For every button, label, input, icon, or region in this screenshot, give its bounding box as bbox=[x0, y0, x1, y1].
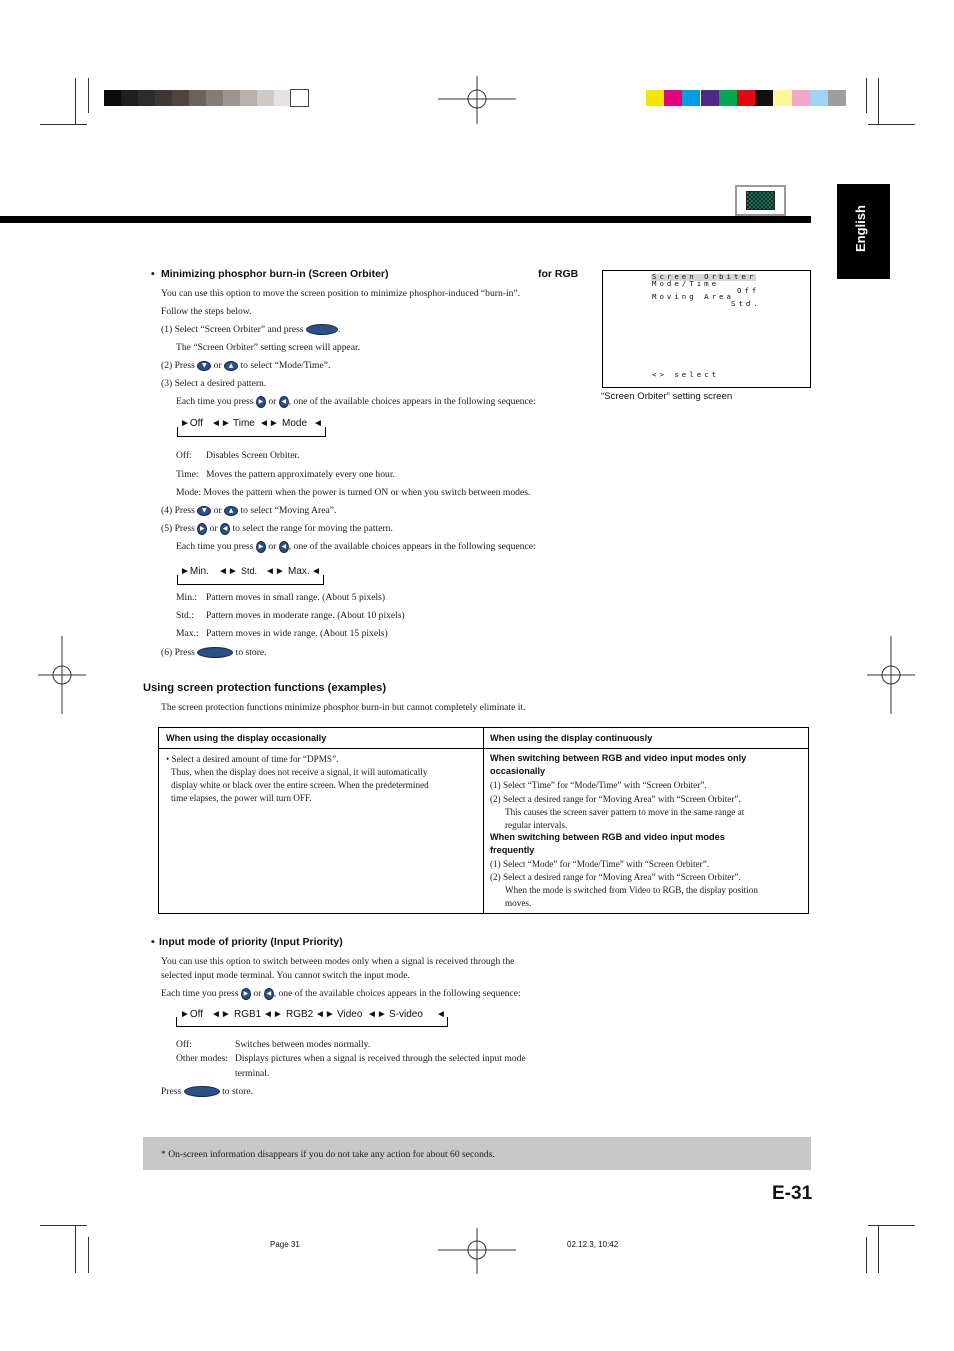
calibration-swatch bbox=[206, 90, 223, 106]
table-divider bbox=[483, 727, 484, 913]
store-instruction bbox=[161, 1086, 253, 1098]
header-rule bbox=[0, 216, 811, 223]
page-number: E-31 bbox=[772, 1183, 813, 1204]
table-cell-text: (1) Select “Mode” for “Mode/Time” with “Screen Orbiter”. bbox=[490, 859, 710, 869]
crop-mark bbox=[878, 1225, 879, 1273]
osd-row-label: Mode/Time bbox=[652, 279, 720, 288]
crop-mark bbox=[40, 1225, 87, 1226]
calibration-swatch bbox=[810, 90, 828, 106]
up-button-icon: ▲ bbox=[224, 361, 238, 371]
calibration-swatch bbox=[240, 90, 257, 106]
crop-mark bbox=[88, 78, 89, 113]
sequence-option: RGB2 bbox=[286, 1009, 314, 1020]
bullet: • bbox=[151, 268, 155, 280]
paragraph: selected input mode terminal. You cannot switch the input mode. bbox=[161, 970, 410, 981]
left-button-icon: ◀ bbox=[220, 523, 230, 535]
figure-caption: “Screen Orbiter” setting screen bbox=[601, 391, 733, 402]
sequence-arrow: ◄► bbox=[211, 418, 231, 429]
crop-mark bbox=[868, 1225, 915, 1226]
table-cell-text: (2) Select a desired range for “Moving Area” with “Screen Orbiter”. bbox=[490, 872, 741, 882]
definition-key: Min.: bbox=[176, 592, 198, 603]
section-heading-screen-orbiter: Minimizing phosphor burn-in (Screen Orbiter) bbox=[161, 268, 389, 280]
sequence-option: RGB1 bbox=[234, 1009, 262, 1020]
step-text: Press bbox=[161, 1086, 182, 1097]
enter-button-icon bbox=[184, 1086, 220, 1097]
calibration-swatch bbox=[773, 90, 791, 106]
step-1 bbox=[161, 324, 340, 336]
step-text: , one of the available choices appears in the following sequence: bbox=[288, 541, 536, 553]
osd-row-label: Moving Area bbox=[652, 292, 734, 301]
registration-mark-left bbox=[38, 636, 86, 714]
step-text: to select “Moving Area”. bbox=[240, 505, 337, 516]
definition-key: Off: bbox=[176, 450, 192, 461]
sequence-option: Off bbox=[189, 1009, 204, 1020]
calibration-swatch bbox=[682, 90, 700, 106]
calibration-swatch bbox=[274, 90, 291, 106]
crop-mark bbox=[878, 78, 879, 125]
up-button-icon: ▲ bbox=[224, 506, 238, 516]
osd-row-value: Std. bbox=[731, 299, 761, 308]
rgb-only-label: for RGB bbox=[538, 268, 579, 280]
step-text: (6) Press bbox=[161, 647, 195, 658]
table-subheading: When switching between RGB and video input modes bbox=[490, 832, 725, 842]
section-heading-examples: Using screen protection functions (examples) bbox=[143, 682, 387, 694]
step-text: (5) Press bbox=[161, 523, 195, 535]
step-text: (1) Select “Screen Orbiter” and press bbox=[161, 324, 304, 335]
crop-mark bbox=[866, 1237, 867, 1273]
calibration-swatch bbox=[104, 90, 121, 106]
sequence-item: ►Off bbox=[180, 1009, 204, 1020]
table-cell-text: When the mode is switched from Video to RGB, the display position bbox=[505, 885, 758, 895]
right-button-icon: ▶ bbox=[256, 541, 266, 553]
sequence-arrow: ◄ bbox=[311, 566, 321, 577]
paragraph: You can use this option to move the screen position to minimize phosphor-induced “burn-in”. bbox=[161, 288, 521, 299]
calibration-swatch bbox=[121, 90, 138, 106]
sequence-arrow: ◄► bbox=[211, 1009, 231, 1020]
calibration-swatch bbox=[138, 90, 155, 106]
note-text: * On-screen information disappears if you do not take any action for about 60 seconds. bbox=[161, 1149, 495, 1160]
sequence-instruction bbox=[176, 396, 536, 408]
definition-key: Time: bbox=[176, 469, 199, 480]
definition-key: Max.: bbox=[176, 628, 199, 639]
osd-setting-screen bbox=[602, 270, 811, 388]
table-cell-text: moves. bbox=[505, 898, 532, 908]
language-tab bbox=[837, 184, 890, 279]
table-cell-text: regular intervals. bbox=[505, 820, 568, 830]
down-button-icon: ▼ bbox=[197, 361, 211, 371]
calibration-swatch bbox=[646, 90, 664, 106]
table-subheading: occasionally bbox=[490, 766, 546, 776]
paragraph: Follow the steps below. bbox=[161, 306, 252, 317]
crop-mark bbox=[75, 78, 76, 125]
definition-value: Pattern moves in moderate range. (About 10 pixels) bbox=[206, 610, 405, 621]
sequence-arrow: ◄► bbox=[265, 566, 285, 577]
note-bar bbox=[143, 1137, 811, 1170]
step-note: The “Screen Orbiter” setting screen will appear. bbox=[176, 342, 361, 353]
sequence-arrow: ◄ bbox=[436, 1009, 446, 1020]
crop-mark bbox=[75, 1225, 76, 1273]
definition-value: terminal. bbox=[235, 1068, 270, 1079]
sequence-arrow: ◄► bbox=[315, 1009, 335, 1020]
step-text: , one of the available choices appears in the following sequence: bbox=[273, 988, 521, 1000]
sequence-arrow: ◄► bbox=[259, 418, 279, 429]
calibration-swatch bbox=[701, 90, 719, 106]
calibration-swatch bbox=[155, 90, 172, 106]
calibration-swatch bbox=[223, 90, 240, 106]
step-text: . bbox=[337, 324, 341, 335]
step-text: to store. bbox=[222, 1086, 253, 1097]
calibration-swatch bbox=[737, 90, 755, 106]
left-button-icon: ◀ bbox=[279, 541, 289, 553]
sequence-item: ►Off bbox=[180, 418, 204, 429]
table-subheading: frequently bbox=[490, 845, 535, 855]
step-text: or bbox=[253, 988, 262, 1000]
crop-mark bbox=[866, 78, 867, 113]
right-button-icon: ▶ bbox=[241, 988, 251, 1000]
sequence-instruction bbox=[176, 541, 536, 553]
table-subheading: When switching between RGB and video input modes only bbox=[490, 753, 747, 763]
step-text: or bbox=[209, 523, 218, 535]
table-header: When using the display occasionally bbox=[166, 733, 327, 743]
definition-value: Pattern moves in small range. (About 5 pixels) bbox=[206, 592, 386, 603]
crop-mark bbox=[88, 1237, 89, 1273]
crop-mark bbox=[868, 124, 915, 125]
table-cell-text: Thus, when the display does not receive a signal, it will automatically bbox=[171, 767, 428, 777]
calibration-swatch bbox=[172, 90, 189, 106]
right-button-icon: ▶ bbox=[256, 396, 266, 408]
calibration-swatch bbox=[189, 90, 206, 106]
calibration-swatch bbox=[664, 90, 682, 106]
osd-row-value: Off bbox=[737, 286, 760, 295]
definition-value: Pattern moves in wide range. (About 15 pixels) bbox=[206, 628, 388, 639]
step-text: or bbox=[213, 505, 222, 516]
sequence-arrow: ◄► bbox=[218, 566, 238, 577]
step-text: , one of the available choices appears in the following sequence: bbox=[288, 396, 536, 408]
sequence-option: Min. bbox=[189, 566, 209, 577]
language-tab-label: English bbox=[853, 205, 868, 252]
step-text: Each time you press bbox=[176, 396, 254, 408]
paragraph: You can use this option to switch between modes only when a signal is received through the bbox=[161, 956, 515, 967]
sequence-option: Time bbox=[233, 418, 255, 429]
definition-value: Displays pictures when a signal is received through the selected input mode bbox=[235, 1053, 526, 1064]
osd-hint: <> select bbox=[652, 370, 720, 379]
table-cell-text: • Select a desired amount of time for “DPMS”. bbox=[166, 754, 339, 764]
table-cell-text: display white or black over the entire screen. When the predetermined bbox=[171, 780, 429, 790]
calibration-swatch bbox=[719, 90, 737, 106]
step-text: Each time you press bbox=[161, 988, 239, 1000]
left-button-icon: ◀ bbox=[279, 396, 289, 408]
sequence-arrow: ◄► bbox=[367, 1009, 387, 1020]
calibration-swatch bbox=[828, 90, 846, 106]
enter-button-icon bbox=[306, 324, 341, 335]
step-text: to store. bbox=[235, 647, 267, 658]
step-text: or bbox=[268, 396, 277, 408]
registration-mark-top bbox=[438, 76, 516, 124]
step-text: or bbox=[268, 541, 277, 553]
step-text: or bbox=[213, 360, 222, 371]
table-cell-text: (2) Select a desired range for “Moving Area” with “Screen Orbiter”. bbox=[490, 794, 741, 804]
table-cell-text: This causes the screen saver pattern to move in the same range at bbox=[505, 807, 745, 817]
step-text: (4) Press bbox=[161, 505, 195, 516]
definition-value: Disables Screen Orbiter. bbox=[206, 450, 300, 461]
section-heading-input-priority: Input mode of priority (Input Priority) bbox=[159, 936, 343, 948]
sequence-instruction bbox=[161, 988, 521, 1000]
step-5 bbox=[161, 523, 393, 535]
table-header: When using the display continuously bbox=[490, 733, 653, 743]
sequence-arrow: ◄► bbox=[263, 1009, 283, 1020]
step-4 bbox=[161, 505, 336, 517]
registration-mark-right bbox=[867, 636, 915, 714]
calibration-swatch bbox=[257, 90, 274, 106]
osd-title: Screen Orbiter bbox=[652, 272, 757, 281]
step-text: Each time you press bbox=[176, 541, 254, 553]
sequence-option: Off bbox=[189, 418, 204, 429]
footer-timestamp: 02.12.3, 10:42 bbox=[567, 1240, 619, 1249]
footer-page: Page 31 bbox=[270, 1240, 300, 1249]
sequence-option: Max. bbox=[288, 566, 310, 577]
sequence-option: Video bbox=[337, 1009, 363, 1020]
definition-key: Off: bbox=[176, 1039, 192, 1050]
step-3: (3) Select a desired pattern. bbox=[161, 378, 267, 389]
sequence-option: Mode bbox=[282, 418, 308, 429]
definition-value: Switches between modes normally. bbox=[235, 1039, 371, 1050]
sequence-option: Std. bbox=[241, 566, 258, 576]
step-text: to select the range for moving the pattern. bbox=[232, 523, 393, 535]
monitor-icon bbox=[735, 185, 786, 216]
bullet: • bbox=[151, 936, 155, 948]
table-cell-text: (1) Select “Time” for “Mode/Time” with “Screen Orbiter”. bbox=[490, 780, 707, 790]
calibration-swatch bbox=[291, 90, 308, 106]
down-button-icon: ▼ bbox=[197, 506, 211, 516]
step-text: to select “Mode/Time”. bbox=[240, 360, 331, 371]
step-text: (2) Press bbox=[161, 360, 195, 371]
sequence-arrow: ◄ bbox=[313, 418, 323, 429]
definition-key: Std.: bbox=[176, 610, 194, 621]
sequence-item: ►Min. bbox=[180, 566, 209, 577]
calibration-swatch bbox=[792, 90, 810, 106]
crop-mark bbox=[40, 124, 87, 125]
registration-mark-bottom bbox=[438, 1228, 516, 1276]
step-2 bbox=[161, 360, 330, 372]
definition-value: Moves the pattern approximately every one hour. bbox=[206, 469, 395, 480]
right-button-icon: ▶ bbox=[197, 523, 207, 535]
definition-key: Other modes: bbox=[176, 1053, 228, 1064]
enter-button-icon bbox=[197, 647, 233, 658]
definition: Mode: Moves the pattern when the power is turned ON or when you switch between modes. bbox=[176, 487, 531, 498]
left-button-icon: ◀ bbox=[264, 988, 274, 1000]
table-cell-text: time elapses, the power will turn OFF. bbox=[171, 793, 312, 803]
calibration-swatch bbox=[755, 90, 773, 106]
step-6 bbox=[161, 647, 267, 659]
paragraph: The screen protection functions minimize phosphor burn-in but cannot completely eliminate it. bbox=[161, 702, 526, 713]
sequence-option: S-video bbox=[389, 1009, 423, 1020]
